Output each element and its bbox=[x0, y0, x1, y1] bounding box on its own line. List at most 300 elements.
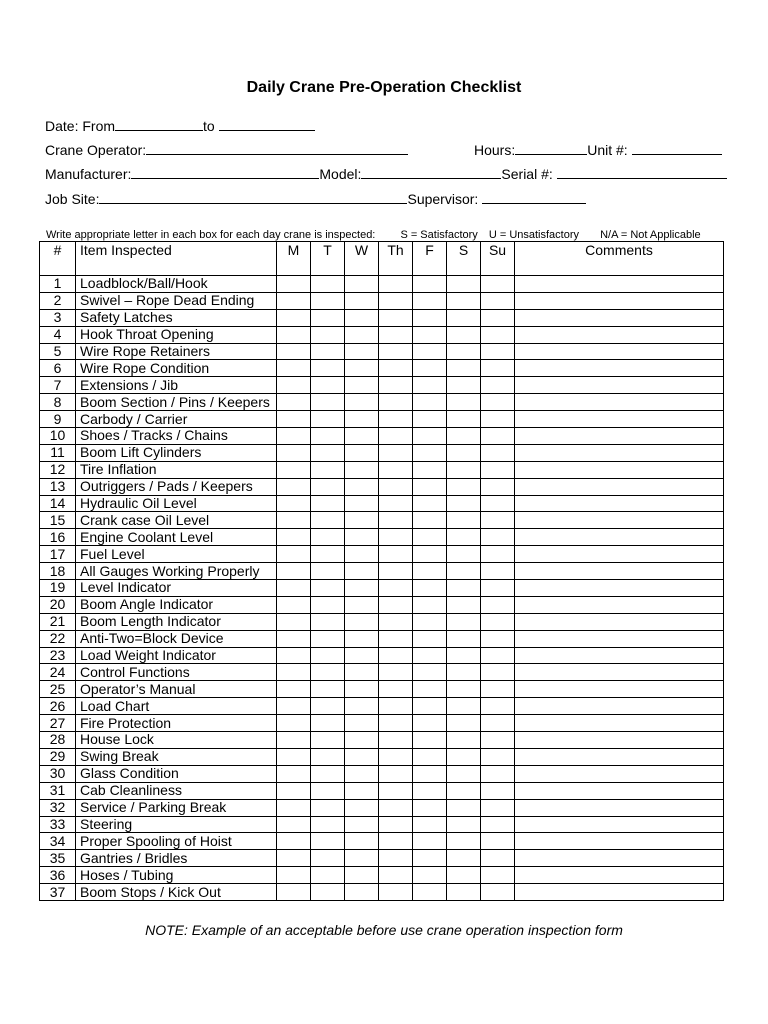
tuesday-check-cell[interactable] bbox=[311, 546, 345, 563]
tuesday-check-cell[interactable] bbox=[311, 512, 345, 529]
monday-check-cell[interactable] bbox=[277, 799, 311, 816]
saturday-check-cell[interactable] bbox=[447, 495, 481, 512]
hours-blank[interactable] bbox=[515, 140, 587, 155]
comments-cell[interactable] bbox=[515, 563, 724, 580]
monday-check-cell[interactable] bbox=[277, 444, 311, 461]
sunday-check-cell[interactable] bbox=[481, 884, 515, 901]
comments-cell[interactable] bbox=[515, 782, 724, 799]
saturday-check-cell[interactable] bbox=[447, 681, 481, 698]
saturday-check-cell[interactable] bbox=[447, 630, 481, 647]
wednesday-check-cell[interactable] bbox=[345, 360, 379, 377]
saturday-check-cell[interactable] bbox=[447, 613, 481, 630]
monday-check-cell[interactable] bbox=[277, 512, 311, 529]
thursday-check-cell[interactable] bbox=[379, 596, 413, 613]
supervisor-blank[interactable] bbox=[482, 189, 586, 204]
friday-check-cell[interactable] bbox=[413, 799, 447, 816]
wednesday-check-cell[interactable] bbox=[345, 681, 379, 698]
comments-cell[interactable] bbox=[515, 394, 724, 411]
monday-check-cell[interactable] bbox=[277, 698, 311, 715]
monday-check-cell[interactable] bbox=[277, 563, 311, 580]
friday-check-cell[interactable] bbox=[413, 681, 447, 698]
friday-check-cell[interactable] bbox=[413, 850, 447, 867]
monday-check-cell[interactable] bbox=[277, 580, 311, 597]
saturday-check-cell[interactable] bbox=[447, 394, 481, 411]
tuesday-check-cell[interactable] bbox=[311, 867, 345, 884]
serial-blank[interactable] bbox=[557, 164, 727, 179]
sunday-check-cell[interactable] bbox=[481, 732, 515, 749]
tuesday-check-cell[interactable] bbox=[311, 478, 345, 495]
comments-cell[interactable] bbox=[515, 444, 724, 461]
saturday-check-cell[interactable] bbox=[447, 444, 481, 461]
tuesday-check-cell[interactable] bbox=[311, 664, 345, 681]
friday-check-cell[interactable] bbox=[413, 867, 447, 884]
sunday-check-cell[interactable] bbox=[481, 326, 515, 343]
sunday-check-cell[interactable] bbox=[481, 276, 515, 293]
friday-check-cell[interactable] bbox=[413, 782, 447, 799]
sunday-check-cell[interactable] bbox=[481, 580, 515, 597]
tuesday-check-cell[interactable] bbox=[311, 681, 345, 698]
friday-check-cell[interactable] bbox=[413, 360, 447, 377]
wednesday-check-cell[interactable] bbox=[345, 546, 379, 563]
friday-check-cell[interactable] bbox=[413, 715, 447, 732]
saturday-check-cell[interactable] bbox=[447, 377, 481, 394]
friday-check-cell[interactable] bbox=[413, 529, 447, 546]
thursday-check-cell[interactable] bbox=[379, 748, 413, 765]
tuesday-check-cell[interactable] bbox=[311, 292, 345, 309]
sunday-check-cell[interactable] bbox=[481, 461, 515, 478]
comments-cell[interactable] bbox=[515, 309, 724, 326]
monday-check-cell[interactable] bbox=[277, 850, 311, 867]
saturday-check-cell[interactable] bbox=[447, 782, 481, 799]
comments-cell[interactable] bbox=[515, 715, 724, 732]
tuesday-check-cell[interactable] bbox=[311, 563, 345, 580]
wednesday-check-cell[interactable] bbox=[345, 765, 379, 782]
thursday-check-cell[interactable] bbox=[379, 613, 413, 630]
sunday-check-cell[interactable] bbox=[481, 698, 515, 715]
tuesday-check-cell[interactable] bbox=[311, 377, 345, 394]
saturday-check-cell[interactable] bbox=[447, 563, 481, 580]
saturday-check-cell[interactable] bbox=[447, 292, 481, 309]
saturday-check-cell[interactable] bbox=[447, 478, 481, 495]
thursday-check-cell[interactable] bbox=[379, 799, 413, 816]
comments-cell[interactable] bbox=[515, 664, 724, 681]
thursday-check-cell[interactable] bbox=[379, 411, 413, 428]
tuesday-check-cell[interactable] bbox=[311, 360, 345, 377]
wednesday-check-cell[interactable] bbox=[345, 309, 379, 326]
sunday-check-cell[interactable] bbox=[481, 681, 515, 698]
tuesday-check-cell[interactable] bbox=[311, 394, 345, 411]
thursday-check-cell[interactable] bbox=[379, 681, 413, 698]
sunday-check-cell[interactable] bbox=[481, 394, 515, 411]
saturday-check-cell[interactable] bbox=[447, 816, 481, 833]
tuesday-check-cell[interactable] bbox=[311, 782, 345, 799]
monday-check-cell[interactable] bbox=[277, 428, 311, 445]
thursday-check-cell[interactable] bbox=[379, 833, 413, 850]
monday-check-cell[interactable] bbox=[277, 613, 311, 630]
monday-check-cell[interactable] bbox=[277, 529, 311, 546]
thursday-check-cell[interactable] bbox=[379, 478, 413, 495]
thursday-check-cell[interactable] bbox=[379, 512, 413, 529]
friday-check-cell[interactable] bbox=[413, 478, 447, 495]
monday-check-cell[interactable] bbox=[277, 630, 311, 647]
saturday-check-cell[interactable] bbox=[447, 867, 481, 884]
monday-check-cell[interactable] bbox=[277, 833, 311, 850]
sunday-check-cell[interactable] bbox=[481, 799, 515, 816]
friday-check-cell[interactable] bbox=[413, 664, 447, 681]
thursday-check-cell[interactable] bbox=[379, 444, 413, 461]
friday-check-cell[interactable] bbox=[413, 309, 447, 326]
sunday-check-cell[interactable] bbox=[481, 867, 515, 884]
wednesday-check-cell[interactable] bbox=[345, 394, 379, 411]
friday-check-cell[interactable] bbox=[413, 884, 447, 901]
comments-cell[interactable] bbox=[515, 867, 724, 884]
wednesday-check-cell[interactable] bbox=[345, 833, 379, 850]
saturday-check-cell[interactable] bbox=[447, 664, 481, 681]
wednesday-check-cell[interactable] bbox=[345, 478, 379, 495]
comments-cell[interactable] bbox=[515, 495, 724, 512]
comments-cell[interactable] bbox=[515, 411, 724, 428]
saturday-check-cell[interactable] bbox=[447, 360, 481, 377]
saturday-check-cell[interactable] bbox=[447, 580, 481, 597]
sunday-check-cell[interactable] bbox=[481, 292, 515, 309]
tuesday-check-cell[interactable] bbox=[311, 326, 345, 343]
wednesday-check-cell[interactable] bbox=[345, 428, 379, 445]
thursday-check-cell[interactable] bbox=[379, 664, 413, 681]
monday-check-cell[interactable] bbox=[277, 748, 311, 765]
monday-check-cell[interactable] bbox=[277, 647, 311, 664]
sunday-check-cell[interactable] bbox=[481, 664, 515, 681]
saturday-check-cell[interactable] bbox=[447, 748, 481, 765]
thursday-check-cell[interactable] bbox=[379, 816, 413, 833]
tuesday-check-cell[interactable] bbox=[311, 580, 345, 597]
thursday-check-cell[interactable] bbox=[379, 428, 413, 445]
friday-check-cell[interactable] bbox=[413, 647, 447, 664]
saturday-check-cell[interactable] bbox=[447, 411, 481, 428]
comments-cell[interactable] bbox=[515, 596, 724, 613]
monday-check-cell[interactable] bbox=[277, 664, 311, 681]
tuesday-check-cell[interactable] bbox=[311, 309, 345, 326]
tuesday-check-cell[interactable] bbox=[311, 276, 345, 293]
tuesday-check-cell[interactable] bbox=[311, 461, 345, 478]
wednesday-check-cell[interactable] bbox=[345, 782, 379, 799]
sunday-check-cell[interactable] bbox=[481, 377, 515, 394]
tuesday-check-cell[interactable] bbox=[311, 529, 345, 546]
monday-check-cell[interactable] bbox=[277, 377, 311, 394]
thursday-check-cell[interactable] bbox=[379, 715, 413, 732]
wednesday-check-cell[interactable] bbox=[345, 343, 379, 360]
comments-cell[interactable] bbox=[515, 698, 724, 715]
sunday-check-cell[interactable] bbox=[481, 529, 515, 546]
monday-check-cell[interactable] bbox=[277, 343, 311, 360]
tuesday-check-cell[interactable] bbox=[311, 444, 345, 461]
tuesday-check-cell[interactable] bbox=[311, 698, 345, 715]
tuesday-check-cell[interactable] bbox=[311, 715, 345, 732]
wednesday-check-cell[interactable] bbox=[345, 867, 379, 884]
tuesday-check-cell[interactable] bbox=[311, 799, 345, 816]
tuesday-check-cell[interactable] bbox=[311, 596, 345, 613]
saturday-check-cell[interactable] bbox=[447, 309, 481, 326]
comments-cell[interactable] bbox=[515, 292, 724, 309]
comments-cell[interactable] bbox=[515, 580, 724, 597]
monday-check-cell[interactable] bbox=[277, 495, 311, 512]
saturday-check-cell[interactable] bbox=[447, 546, 481, 563]
monday-check-cell[interactable] bbox=[277, 394, 311, 411]
sunday-check-cell[interactable] bbox=[481, 715, 515, 732]
monday-check-cell[interactable] bbox=[277, 782, 311, 799]
friday-check-cell[interactable] bbox=[413, 580, 447, 597]
wednesday-check-cell[interactable] bbox=[345, 613, 379, 630]
comments-cell[interactable] bbox=[515, 276, 724, 293]
thursday-check-cell[interactable] bbox=[379, 309, 413, 326]
friday-check-cell[interactable] bbox=[413, 833, 447, 850]
comments-cell[interactable] bbox=[515, 765, 724, 782]
tuesday-check-cell[interactable] bbox=[311, 411, 345, 428]
friday-check-cell[interactable] bbox=[413, 495, 447, 512]
saturday-check-cell[interactable] bbox=[447, 428, 481, 445]
wednesday-check-cell[interactable] bbox=[345, 748, 379, 765]
monday-check-cell[interactable] bbox=[277, 765, 311, 782]
thursday-check-cell[interactable] bbox=[379, 580, 413, 597]
monday-check-cell[interactable] bbox=[277, 360, 311, 377]
tuesday-check-cell[interactable] bbox=[311, 884, 345, 901]
wednesday-check-cell[interactable] bbox=[345, 444, 379, 461]
comments-cell[interactable] bbox=[515, 360, 724, 377]
tuesday-check-cell[interactable] bbox=[311, 613, 345, 630]
thursday-check-cell[interactable] bbox=[379, 461, 413, 478]
comments-cell[interactable] bbox=[515, 850, 724, 867]
thursday-check-cell[interactable] bbox=[379, 884, 413, 901]
sunday-check-cell[interactable] bbox=[481, 782, 515, 799]
saturday-check-cell[interactable] bbox=[447, 529, 481, 546]
saturday-check-cell[interactable] bbox=[447, 343, 481, 360]
thursday-check-cell[interactable] bbox=[379, 292, 413, 309]
friday-check-cell[interactable] bbox=[413, 563, 447, 580]
comments-cell[interactable] bbox=[515, 377, 724, 394]
sunday-check-cell[interactable] bbox=[481, 411, 515, 428]
monday-check-cell[interactable] bbox=[277, 867, 311, 884]
sunday-check-cell[interactable] bbox=[481, 596, 515, 613]
saturday-check-cell[interactable] bbox=[447, 850, 481, 867]
sunday-check-cell[interactable] bbox=[481, 647, 515, 664]
comments-cell[interactable] bbox=[515, 546, 724, 563]
comments-cell[interactable] bbox=[515, 681, 724, 698]
thursday-check-cell[interactable] bbox=[379, 377, 413, 394]
sunday-check-cell[interactable] bbox=[481, 512, 515, 529]
job-site-blank[interactable] bbox=[99, 189, 407, 204]
comments-cell[interactable] bbox=[515, 326, 724, 343]
wednesday-check-cell[interactable] bbox=[345, 596, 379, 613]
monday-check-cell[interactable] bbox=[277, 596, 311, 613]
wednesday-check-cell[interactable] bbox=[345, 495, 379, 512]
sunday-check-cell[interactable] bbox=[481, 309, 515, 326]
saturday-check-cell[interactable] bbox=[447, 647, 481, 664]
saturday-check-cell[interactable] bbox=[447, 596, 481, 613]
monday-check-cell[interactable] bbox=[277, 309, 311, 326]
saturday-check-cell[interactable] bbox=[447, 715, 481, 732]
friday-check-cell[interactable] bbox=[413, 394, 447, 411]
wednesday-check-cell[interactable] bbox=[345, 461, 379, 478]
friday-check-cell[interactable] bbox=[413, 444, 447, 461]
friday-check-cell[interactable] bbox=[413, 343, 447, 360]
wednesday-check-cell[interactable] bbox=[345, 512, 379, 529]
friday-check-cell[interactable] bbox=[413, 326, 447, 343]
monday-check-cell[interactable] bbox=[277, 461, 311, 478]
wednesday-check-cell[interactable] bbox=[345, 529, 379, 546]
thursday-check-cell[interactable] bbox=[379, 698, 413, 715]
saturday-check-cell[interactable] bbox=[447, 326, 481, 343]
wednesday-check-cell[interactable] bbox=[345, 563, 379, 580]
comments-cell[interactable] bbox=[515, 630, 724, 647]
thursday-check-cell[interactable] bbox=[379, 546, 413, 563]
wednesday-check-cell[interactable] bbox=[345, 799, 379, 816]
saturday-check-cell[interactable] bbox=[447, 833, 481, 850]
friday-check-cell[interactable] bbox=[413, 816, 447, 833]
sunday-check-cell[interactable] bbox=[481, 765, 515, 782]
monday-check-cell[interactable] bbox=[277, 884, 311, 901]
thursday-check-cell[interactable] bbox=[379, 343, 413, 360]
thursday-check-cell[interactable] bbox=[379, 867, 413, 884]
comments-cell[interactable] bbox=[515, 884, 724, 901]
monday-check-cell[interactable] bbox=[277, 276, 311, 293]
thursday-check-cell[interactable] bbox=[379, 850, 413, 867]
monday-check-cell[interactable] bbox=[277, 715, 311, 732]
friday-check-cell[interactable] bbox=[413, 292, 447, 309]
comments-cell[interactable] bbox=[515, 512, 724, 529]
manufacturer-blank[interactable] bbox=[131, 164, 319, 179]
monday-check-cell[interactable] bbox=[277, 411, 311, 428]
tuesday-check-cell[interactable] bbox=[311, 495, 345, 512]
sunday-check-cell[interactable] bbox=[481, 630, 515, 647]
friday-check-cell[interactable] bbox=[413, 411, 447, 428]
tuesday-check-cell[interactable] bbox=[311, 630, 345, 647]
tuesday-check-cell[interactable] bbox=[311, 748, 345, 765]
wednesday-check-cell[interactable] bbox=[345, 411, 379, 428]
sunday-check-cell[interactable] bbox=[481, 444, 515, 461]
tuesday-check-cell[interactable] bbox=[311, 732, 345, 749]
friday-check-cell[interactable] bbox=[413, 377, 447, 394]
tuesday-check-cell[interactable] bbox=[311, 833, 345, 850]
sunday-check-cell[interactable] bbox=[481, 850, 515, 867]
saturday-check-cell[interactable] bbox=[447, 765, 481, 782]
comments-cell[interactable] bbox=[515, 343, 724, 360]
wednesday-check-cell[interactable] bbox=[345, 326, 379, 343]
thursday-check-cell[interactable] bbox=[379, 647, 413, 664]
wednesday-check-cell[interactable] bbox=[345, 715, 379, 732]
sunday-check-cell[interactable] bbox=[481, 546, 515, 563]
comments-cell[interactable] bbox=[515, 529, 724, 546]
saturday-check-cell[interactable] bbox=[447, 799, 481, 816]
thursday-check-cell[interactable] bbox=[379, 630, 413, 647]
sunday-check-cell[interactable] bbox=[481, 748, 515, 765]
friday-check-cell[interactable] bbox=[413, 748, 447, 765]
thursday-check-cell[interactable] bbox=[379, 563, 413, 580]
friday-check-cell[interactable] bbox=[413, 546, 447, 563]
comments-cell[interactable] bbox=[515, 647, 724, 664]
saturday-check-cell[interactable] bbox=[447, 276, 481, 293]
thursday-check-cell[interactable] bbox=[379, 732, 413, 749]
sunday-check-cell[interactable] bbox=[481, 613, 515, 630]
monday-check-cell[interactable] bbox=[277, 681, 311, 698]
friday-check-cell[interactable] bbox=[413, 428, 447, 445]
model-blank[interactable] bbox=[361, 164, 501, 179]
saturday-check-cell[interactable] bbox=[447, 884, 481, 901]
tuesday-check-cell[interactable] bbox=[311, 428, 345, 445]
thursday-check-cell[interactable] bbox=[379, 495, 413, 512]
monday-check-cell[interactable] bbox=[277, 326, 311, 343]
comments-cell[interactable] bbox=[515, 613, 724, 630]
comments-cell[interactable] bbox=[515, 732, 724, 749]
wednesday-check-cell[interactable] bbox=[345, 292, 379, 309]
tuesday-check-cell[interactable] bbox=[311, 647, 345, 664]
monday-check-cell[interactable] bbox=[277, 732, 311, 749]
monday-check-cell[interactable] bbox=[277, 816, 311, 833]
friday-check-cell[interactable] bbox=[413, 613, 447, 630]
thursday-check-cell[interactable] bbox=[379, 782, 413, 799]
thursday-check-cell[interactable] bbox=[379, 360, 413, 377]
wednesday-check-cell[interactable] bbox=[345, 377, 379, 394]
friday-check-cell[interactable] bbox=[413, 276, 447, 293]
comments-cell[interactable] bbox=[515, 428, 724, 445]
friday-check-cell[interactable] bbox=[413, 461, 447, 478]
friday-check-cell[interactable] bbox=[413, 698, 447, 715]
tuesday-check-cell[interactable] bbox=[311, 816, 345, 833]
comments-cell[interactable] bbox=[515, 799, 724, 816]
friday-check-cell[interactable] bbox=[413, 596, 447, 613]
date-to-blank[interactable] bbox=[219, 116, 315, 131]
saturday-check-cell[interactable] bbox=[447, 698, 481, 715]
friday-check-cell[interactable] bbox=[413, 765, 447, 782]
sunday-check-cell[interactable] bbox=[481, 428, 515, 445]
wednesday-check-cell[interactable] bbox=[345, 647, 379, 664]
wednesday-check-cell[interactable] bbox=[345, 630, 379, 647]
sunday-check-cell[interactable] bbox=[481, 360, 515, 377]
wednesday-check-cell[interactable] bbox=[345, 884, 379, 901]
tuesday-check-cell[interactable] bbox=[311, 765, 345, 782]
sunday-check-cell[interactable] bbox=[481, 563, 515, 580]
sunday-check-cell[interactable] bbox=[481, 343, 515, 360]
comments-cell[interactable] bbox=[515, 816, 724, 833]
sunday-check-cell[interactable] bbox=[481, 495, 515, 512]
wednesday-check-cell[interactable] bbox=[345, 276, 379, 293]
thursday-check-cell[interactable] bbox=[379, 326, 413, 343]
friday-check-cell[interactable] bbox=[413, 630, 447, 647]
friday-check-cell[interactable] bbox=[413, 512, 447, 529]
sunday-check-cell[interactable] bbox=[481, 478, 515, 495]
thursday-check-cell[interactable] bbox=[379, 394, 413, 411]
monday-check-cell[interactable] bbox=[277, 292, 311, 309]
tuesday-check-cell[interactable] bbox=[311, 343, 345, 360]
comments-cell[interactable] bbox=[515, 478, 724, 495]
saturday-check-cell[interactable] bbox=[447, 461, 481, 478]
wednesday-check-cell[interactable] bbox=[345, 850, 379, 867]
tuesday-check-cell[interactable] bbox=[311, 850, 345, 867]
friday-check-cell[interactable] bbox=[413, 732, 447, 749]
date-from-blank[interactable] bbox=[115, 116, 203, 131]
monday-check-cell[interactable] bbox=[277, 478, 311, 495]
saturday-check-cell[interactable] bbox=[447, 512, 481, 529]
comments-cell[interactable] bbox=[515, 461, 724, 478]
wednesday-check-cell[interactable] bbox=[345, 732, 379, 749]
comments-cell[interactable] bbox=[515, 833, 724, 850]
sunday-check-cell[interactable] bbox=[481, 833, 515, 850]
wednesday-check-cell[interactable] bbox=[345, 698, 379, 715]
thursday-check-cell[interactable] bbox=[379, 765, 413, 782]
monday-check-cell[interactable] bbox=[277, 546, 311, 563]
wednesday-check-cell[interactable] bbox=[345, 816, 379, 833]
wednesday-check-cell[interactable] bbox=[345, 664, 379, 681]
wednesday-check-cell[interactable] bbox=[345, 580, 379, 597]
unit-blank[interactable] bbox=[632, 140, 722, 155]
